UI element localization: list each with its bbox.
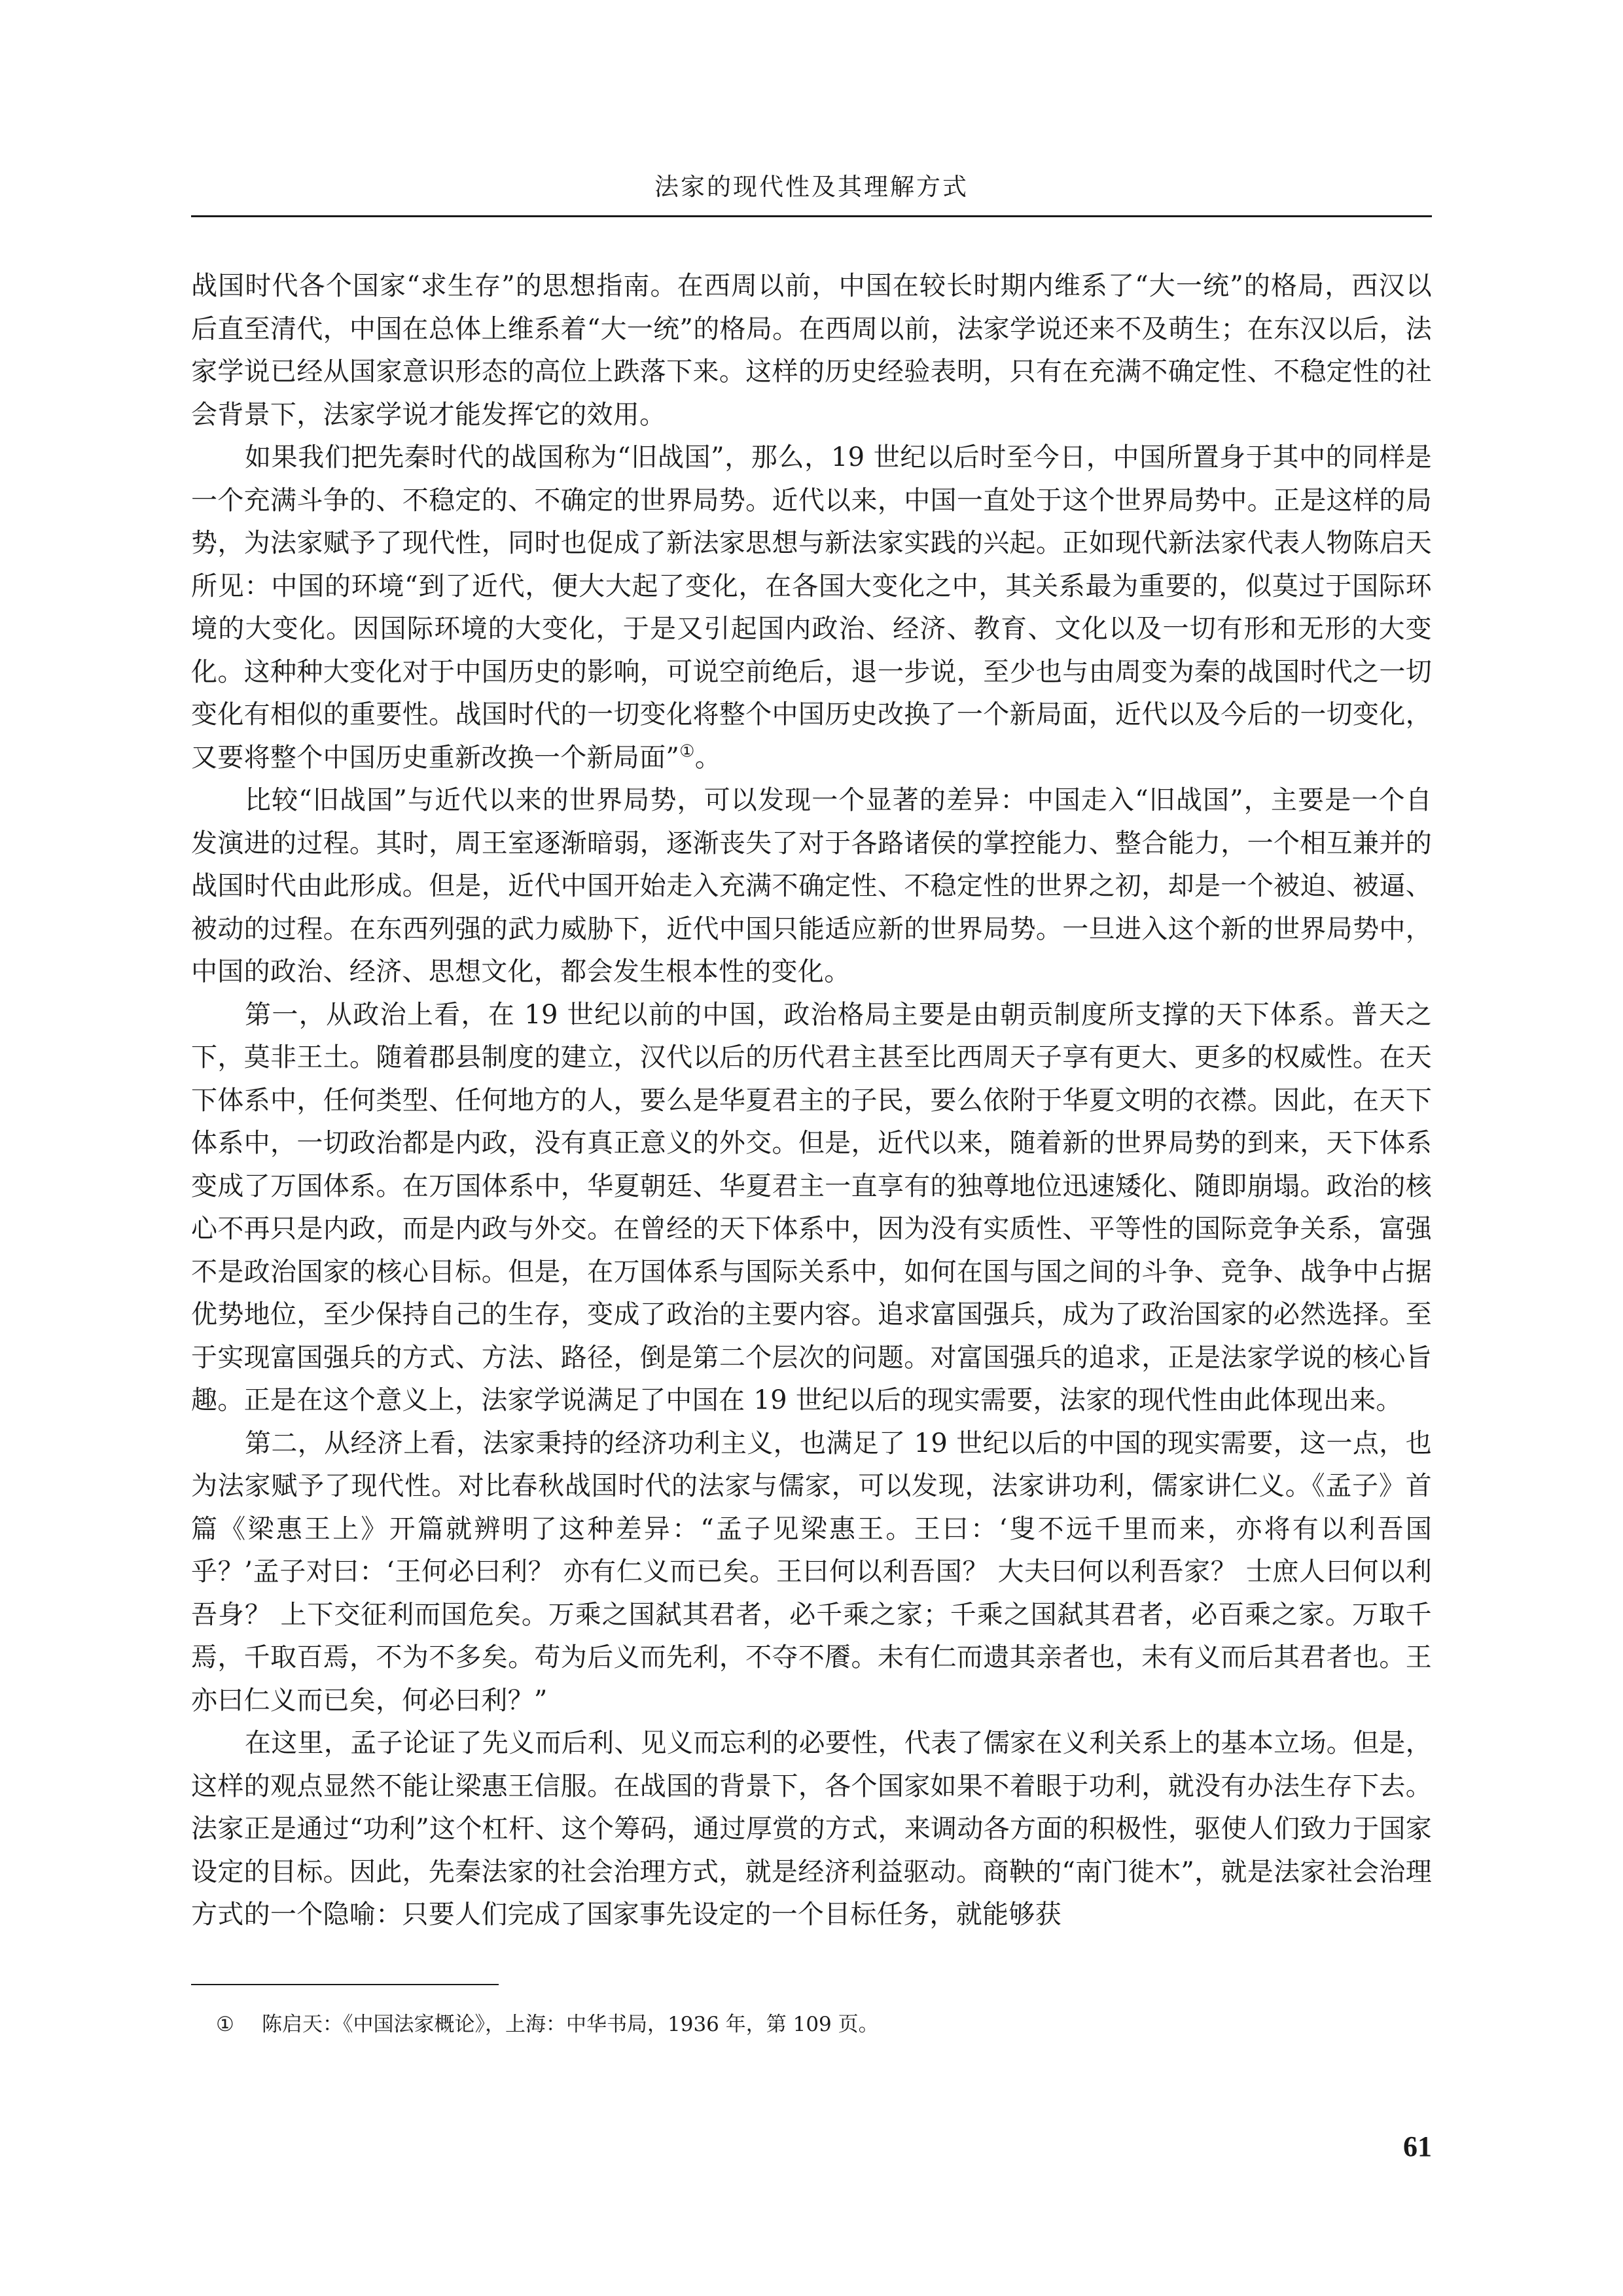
paragraph-6: 在这里，孟子论证了先义而后利、见义而忘利的必要性，代表了儒家在义利关系上的基本立场。但是，这样的观点显然不能让梁惠王信服。在战国的背景下，各个国家如果不着眼于功利，就没有办法生存下去。法家正是通过“功利”这个杠杆、这个筹码，通过厚赏的方式，来调动各方面的积极性，驱使人们致力于国家设定的目标。因此，先秦法家的社会治理方式，就是经济利益驱动。商鞅的“南门徙木”，就是法家社会治理方式的一个隐喻：只要人们完成了国家事先设定的一个目标任务，就能够获 <box>191 1728 1432 1930</box>
footnote-reference[interactable]: ① <box>679 741 695 762</box>
paragraph-2-end: 。 <box>694 742 722 773</box>
paragraph-2 <box>191 436 1432 779</box>
header-rule <box>191 215 1432 217</box>
paragraph-3: 比较“旧战国”与近代以来的世界局势，可以发现一个显著的差异：中国走入“旧战国”，主要是一个自发演进的过程。其时，周王室逐渐暗弱，逐渐丧失了对于各路诸侯的掌控能力、整合能力，一个相互兼并的战国时代由此形成。但是，近代中国开始走入充满不确定性、不稳定性的世界之初，却是一个被迫、被逼、被动的过程。在东西列强的武力威胁下，近代中国只能适应新的世界局势。一旦进入这个新的世界局势中，中国的政治、经济、思想文化，都会发生根本性的变化。 <box>191 785 1432 987</box>
footnote-number: ① <box>216 2013 234 2036</box>
body-text <box>191 265 1432 1937</box>
footnote-rule <box>191 1984 499 1985</box>
page-number: 61 <box>1403 2130 1432 2163</box>
footnote-text: 陈启天：《中国法家概论》，上海：中华书局，1936 年，第 109 页。 <box>262 2013 879 2036</box>
paragraph-4: 第一，从政治上看，在 19 世纪以前的中国，政治格局主要是由朝贡制度所支撑的天下体系。普天之下，莫非王土。随着郡县制度的建立，汉代以后的历代君主甚至比西周天子享有更大、更多的权威性。在天下体系中，任何类型、任何地方的人，要么是华夏君主的子民，要么依附于华夏文明的衣襟。因此，在天下体系中，一切政治都是内政，没有真正意义的外交。但是，近代以来，随着新的世界局势的到来，天下体系变成了万国体系。在万国体系中，华夏朝廷、华夏君主一直享有的独尊地位迅速矮化、随即崩塌。政治的核心不再只是内政，而是内政与外交。在曾经的天下体系中，因为没有实质性、平等性的国际竞争关系，富强不是政治国家的核心目标。但是，在万国体系与国际关系中，如何在国与国之间的斗争、竞争、战争中占据优势地位，至少保持自己的生存，变成了政治的主要内容。追求富国强兵，成为了政治国家的必然选择。至于实现富国强兵的方式、方法、路径，倒是第二个层次的问题。对富国强兵的追求，正是法家学说的核心旨趣。正是在这个意义上，法家学说满足了中国在 19 世纪以后的现实需要，法家的现代性由此体现出来。 <box>191 999 1432 1415</box>
paragraph-1: 战国时代各个国家“求生存”的思想指南。在西周以前，中国在较长时期内维系了“大一统”的格局，西汉以后直至清代，中国在总体上维系着“大一统”的格局。在西周以前，法家学说还来不及萌生；在东汉以后，法家学说已经从国家意识形态的高位上跌落下来。这样的历史经验表明，只有在充满不确定性、不稳定性的社会背景下，法家学说才能发挥它的效用。 <box>191 271 1432 430</box>
paragraph-2-text: 如果我们把先秦时代的战国称为“旧战国”，那么，19 世纪以后时至今日，中国所置身于其中的同样是一个充满斗争的、不稳定的、不确定的世界局势。近代以来，中国一直处于这个世界局势中。正是这样的局势，为法家赋予了现代性，同时也促成了新法家思想与新法家实践的兴起。正如现代新法家代表人物陈启天所见：中国的环境“到了近代，便大大起了变化，在各国大变化之中，其关系最为重要的，似莫过于国际环境的大变化。因国际环境的大变化，于是又引起国内政治、经济、教育、文化以及一切有形和无形的大变化。这种种大变化对于中国历史的影响，可说空前绝后，退一步说，至少也与由周变为秦的战国时代之一切变化有相似的重要性。战国时代的一切变化将整个中国历史改换了一个新局面，近代以及今后的一切变化，又要将整个中国历史重新改换一个新局面” <box>191 442 1432 773</box>
paragraph-5: 第二，从经济上看，法家秉持的经济功利主义，也满足了 19 世纪以后的中国的现实需要，这一点，也为法家赋予了现代性。对比春秋战国时代的法家与儒家，可以发现，法家讲功利，儒家讲仁义。《孟子》首篇《梁惠王上》开篇就辨明了这种差异：“孟子见梁惠王。王曰：‘叟不远千里而来，亦将有以利吾国乎？’孟子对曰：‘王何必曰利？ 亦有仁义而已矣。王曰何以利吾国？ 大夫曰何以利吾家？ 士庶人曰何以利吾身？ 上下交征利而国危矣。万乘之国弑其君者，必千乘之家；千乘之国弑其君者，必百乘之家。万取千焉，千取百焉，不为不多矣。苟为后义而先利，不夺不餍。未有仁而遗其亲者也，未有义而后其君者也。王亦曰仁义而已矣，何必曰利？” <box>191 1428 1432 1716</box>
running-header: 法家的现代性及其理解方式 <box>654 173 969 201</box>
footnote <box>216 2010 1427 2039</box>
